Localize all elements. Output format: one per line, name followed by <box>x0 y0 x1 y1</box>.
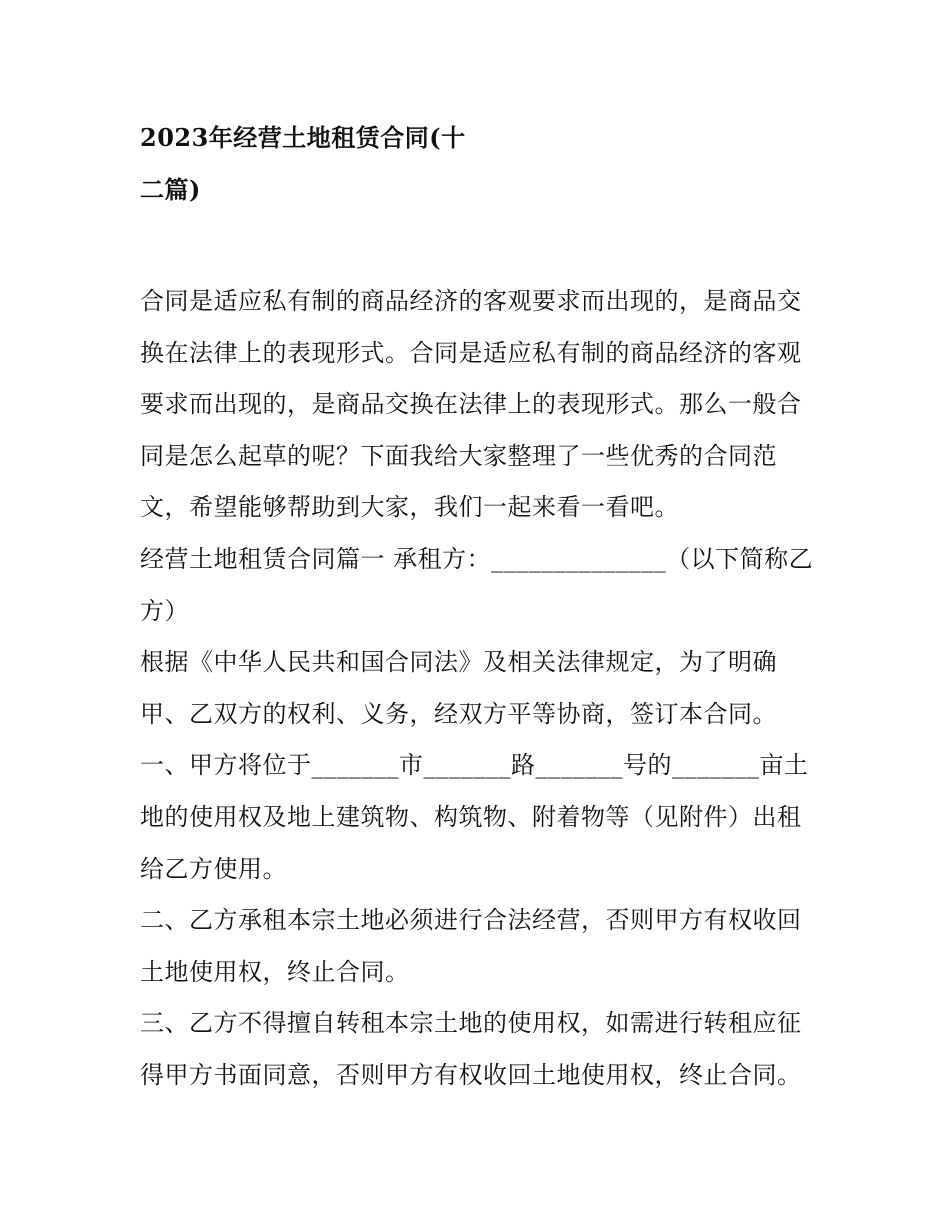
body-line: 给乙方使用。 <box>140 854 287 883</box>
body-line: 根据《中华人民共和国合同法》及相关法律规定，为了明确 <box>140 648 777 677</box>
body-line: 得甲方书面同意，否则甲方有权收回土地使用权，终止合同。 <box>140 1060 802 1089</box>
body-line: 要求而出现的，是商品交换在法律上的表现形式。那么一般合 <box>140 390 802 419</box>
title-line: 2023年经营土地租赁合同(十 <box>140 123 466 152</box>
document-title <box>140 112 820 215</box>
body-line: 一、甲方将位于_______市_______路_______号的_______亩土 <box>140 751 809 780</box>
body-line: 二、乙方承租本宗土地必须进行合法经营，否则甲方有权收回 <box>140 906 802 935</box>
title-line: 二篇) <box>140 174 201 204</box>
body-line: 方） <box>140 596 189 625</box>
body-line: 土地使用权，终止合同。 <box>140 957 410 986</box>
document-body <box>140 276 830 1102</box>
body-line: 经营土地租赁合同篇一 承租方：______________（以下简称乙 <box>140 544 814 573</box>
body-line: 文，希望能够帮助到大家，我们一起来看一看吧。 <box>140 493 679 522</box>
body-line: 合同是适应私有制的商品经济的客观要求而出现的，是商品交 <box>140 287 802 315</box>
body-line: 同是怎么起草的呢？下面我给大家整理了一些优秀的合同范 <box>140 441 777 470</box>
body-line: 三、乙方不得擅自转租本宗土地的使用权，如需进行转租应征 <box>140 1009 802 1038</box>
body-line: 换在法律上的表现形式。合同是适应私有制的商品经济的客观 <box>140 338 802 367</box>
body-line: 甲、乙双方的权利、义务，经双方平等协商，签订本合同。 <box>140 699 777 728</box>
body-line: 地的使用权及地上建筑物、构筑物、附着物等（见附件）出租 <box>140 802 802 831</box>
